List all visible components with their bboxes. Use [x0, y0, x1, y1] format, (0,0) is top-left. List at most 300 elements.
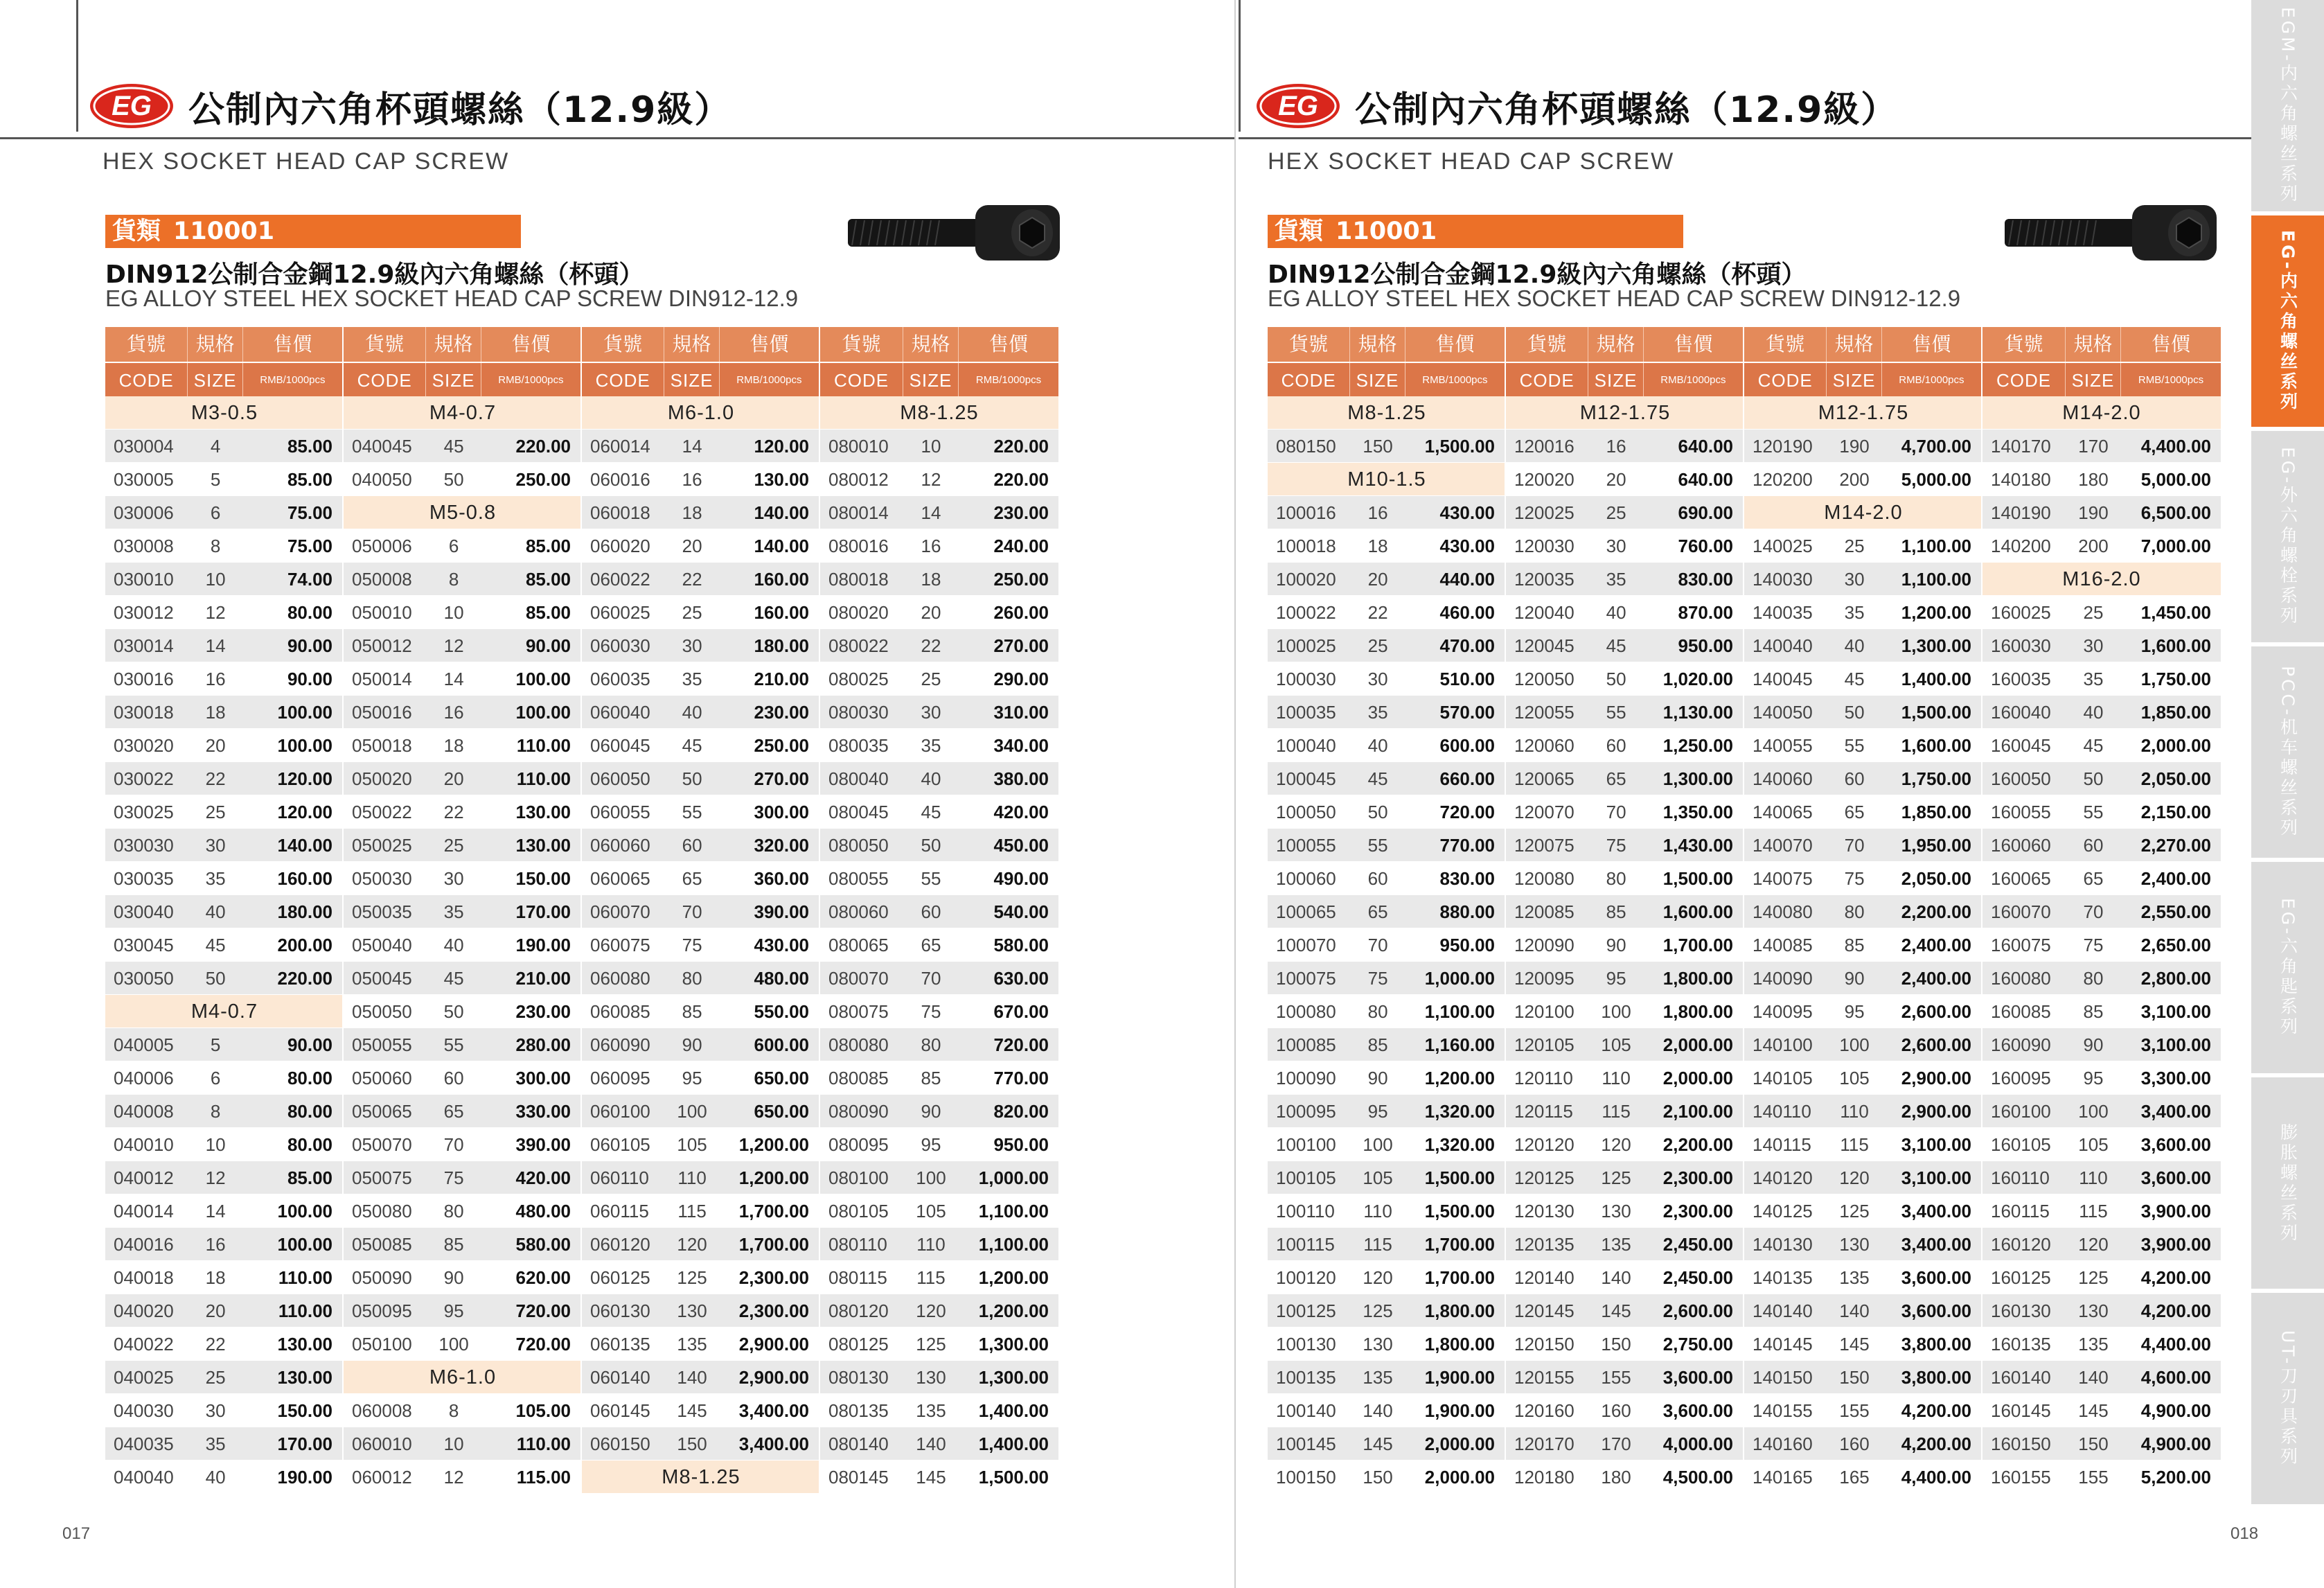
code-cell: 050090 [352, 1267, 412, 1288]
size-cell: 14 [682, 436, 702, 457]
code-cell: 060070 [590, 901, 650, 922]
table-row [344, 1061, 580, 1095]
header-rule [1239, 137, 2251, 139]
price-cell: 480.00 [515, 1201, 571, 1221]
code-cell: 050075 [352, 1167, 412, 1188]
code-cell: 040005 [114, 1034, 174, 1055]
table-row [820, 1461, 1058, 1494]
size-cell: 14 [205, 1201, 226, 1221]
price-cell: 2,600.00 [1901, 1001, 1972, 1022]
price-cell: 3,400.00 [2140, 1101, 2211, 1122]
size-section-header [105, 396, 342, 430]
table-row [344, 463, 580, 496]
size-cell: 50 [443, 469, 464, 490]
code-cell: 160115 [1991, 1201, 2050, 1221]
table-row [105, 928, 342, 962]
size-section-header [820, 396, 1058, 430]
page-number: 018 [2230, 1524, 2259, 1543]
table-row [582, 962, 819, 995]
side-tab-label: EGM-内六角螺丝系列 [2278, 7, 2298, 204]
price-cell: 120.00 [277, 768, 333, 789]
header-cell: RMB/1000pcs [736, 374, 802, 386]
price-cell: 2,450.00 [1662, 1234, 1734, 1255]
size-cell: 65 [921, 935, 941, 955]
size-cell: 120 [677, 1234, 707, 1255]
size-cell: 60 [921, 901, 941, 922]
price-cell: 340.00 [993, 735, 1049, 756]
table-row [820, 1427, 1058, 1461]
size-cell: 25 [1844, 536, 1865, 556]
price-cell: 74.00 [287, 569, 333, 590]
code-cell: 080145 [828, 1467, 889, 1488]
table-row [1506, 1128, 1743, 1161]
price-cell: 85.00 [287, 469, 333, 490]
code-cell: 120040 [1514, 602, 1575, 623]
price-cell: 1,700.00 [1424, 1267, 1496, 1288]
size-cell: 95 [1844, 1001, 1865, 1022]
price-cell: 160.00 [754, 602, 810, 623]
price-cell: 3,400.00 [1901, 1201, 1972, 1221]
table-row [1268, 1361, 1505, 1394]
side-tab-2[interactable] [2251, 215, 2324, 429]
table-row [1506, 496, 1743, 529]
page-subtitle: HEX SOCKET HEAD CAP SCREW [103, 148, 510, 175]
price-cell: 100.00 [277, 735, 333, 756]
code-cell: 060095 [590, 1068, 650, 1088]
table-row [1268, 795, 1505, 829]
table-row [582, 1427, 819, 1461]
table-row [820, 1361, 1058, 1394]
side-tab-3[interactable] [2251, 431, 2324, 644]
price-cell: 1,100.00 [1901, 569, 1972, 590]
size-cell: 12 [443, 635, 464, 656]
code-cell: 050040 [352, 935, 412, 955]
header-cell: 貨號 [820, 327, 903, 362]
section-label: M6-1.0 [667, 402, 735, 424]
size-cell: 75 [1367, 968, 1388, 989]
header-cell: RMB/1000pcs [1422, 374, 1488, 386]
size-cell: 10 [443, 1433, 464, 1454]
code-cell: 030035 [114, 868, 174, 889]
table-row [344, 1261, 580, 1294]
table-column [344, 327, 582, 1494]
header-cell: SIZE [2066, 363, 2121, 396]
size-cell: 110 [1840, 1101, 1869, 1122]
side-tab-label: UT-刀刃具系列 [2278, 1330, 2298, 1467]
price-cell: 5,000.00 [2140, 469, 2211, 490]
code-cell: 100070 [1276, 935, 1336, 955]
price-cell: 4,400.00 [1901, 1467, 1972, 1488]
table-row [1268, 729, 1505, 762]
price-cell: 110.00 [278, 1267, 333, 1288]
code-cell: 060018 [590, 502, 650, 523]
code-cell: 100050 [1276, 802, 1336, 822]
code-cell: 030050 [114, 968, 174, 989]
size-cell: 35 [443, 901, 464, 922]
size-cell: 60 [1844, 768, 1865, 789]
price-cell: 120.00 [754, 436, 810, 457]
price-cell: 1,950.00 [1901, 835, 1972, 856]
price-cell: 270.00 [754, 768, 810, 789]
size-cell: 22 [1367, 602, 1388, 623]
size-cell: 150 [677, 1433, 707, 1454]
price-cell: 510.00 [1439, 669, 1496, 689]
size-section-header [1268, 396, 1505, 430]
table-row [820, 463, 1058, 496]
code-cell: 160145 [1991, 1400, 2051, 1421]
table-row [1983, 629, 2221, 662]
price-cell: 4,500.00 [1662, 1467, 1734, 1488]
code-cell: 040025 [114, 1367, 174, 1388]
price-cell: 3,600.00 [2140, 1167, 2211, 1188]
table-row [582, 762, 819, 795]
price-cell: 3,800.00 [1901, 1334, 1972, 1355]
header-cell: 售價 [1912, 333, 1951, 355]
table-row [1744, 563, 1981, 596]
code-cell: 100025 [1276, 635, 1336, 656]
table-row [1506, 1028, 1743, 1061]
price-cell: 100.00 [277, 702, 333, 723]
code-cell: 120065 [1514, 768, 1575, 789]
side-tab-7[interactable] [2251, 1293, 2324, 1506]
eg-logo [89, 82, 175, 130]
table-row [820, 696, 1058, 729]
price-cell: 2,050.00 [1901, 868, 1972, 889]
size-cell: 12 [205, 602, 226, 623]
code-cell: 080135 [828, 1400, 889, 1421]
price-cell: 390.00 [754, 901, 810, 922]
size-cell: 130 [677, 1300, 707, 1321]
size-cell: 100 [916, 1167, 946, 1188]
price-cell: 580.00 [993, 935, 1049, 955]
size-cell: 100 [677, 1101, 707, 1122]
table-row [1744, 762, 1981, 795]
price-cell: 100.00 [277, 1234, 333, 1255]
table-row [820, 762, 1058, 795]
size-cell: 155 [1601, 1367, 1631, 1388]
price-cell: 230.00 [993, 502, 1049, 523]
table-row [582, 895, 819, 928]
code-cell: 140170 [1991, 436, 2051, 457]
size-cell: 100 [1363, 1134, 1393, 1155]
code-cell: 060065 [590, 868, 650, 889]
table-row [1744, 795, 1981, 829]
size-cell: 20 [205, 1300, 226, 1321]
header-cell: SIZE [426, 363, 481, 396]
table-row [820, 1327, 1058, 1361]
code-cell: 140050 [1753, 702, 1813, 723]
size-cell: 60 [443, 1068, 464, 1088]
code-cell: 080012 [828, 469, 889, 490]
size-cell: 130 [916, 1367, 946, 1388]
price-cell: 140.00 [754, 536, 810, 556]
table-row [1744, 1128, 1981, 1161]
header-cell: 售價 [2151, 333, 2190, 355]
section-label: M3-0.5 [190, 402, 258, 424]
code-cell: 160130 [1991, 1300, 2051, 1321]
code-cell: 120150 [1514, 1334, 1575, 1355]
price-cell: 950.00 [1439, 935, 1496, 955]
size-section-header [582, 396, 819, 430]
section-label: M8-1.25 [1347, 402, 1426, 424]
right-page [1239, 0, 2259, 1588]
table-row [1268, 1294, 1505, 1327]
code-cell: 100035 [1276, 702, 1336, 723]
price-cell: 1,300.00 [1901, 635, 1972, 656]
price-cell: 3,600.00 [1901, 1300, 1972, 1321]
table-row [1744, 862, 1981, 895]
price-cell: 250.00 [515, 469, 571, 490]
table-row [1268, 1394, 1505, 1427]
code-cell: 140040 [1753, 635, 1813, 656]
code-cell: 080060 [828, 901, 889, 922]
code-cell: 120050 [1514, 669, 1575, 689]
code-cell: 080090 [828, 1101, 889, 1122]
table-row [105, 895, 342, 928]
size-cell: 25 [2083, 602, 2104, 623]
price-cell: 1,350.00 [1662, 802, 1734, 822]
price-cell: 75.00 [287, 536, 333, 556]
price-cell: 320.00 [754, 835, 810, 856]
code-cell: 140070 [1753, 835, 1813, 856]
price-cell: 1,100.00 [1901, 536, 1972, 556]
price-cell: 160.00 [754, 569, 810, 590]
table-row [105, 1261, 342, 1294]
size-cell: 135 [2078, 1334, 2109, 1355]
table-row [105, 962, 342, 995]
side-tab-label: EG-外六角螺栓系列 [2278, 446, 2298, 627]
price-cell: 80.00 [287, 1134, 333, 1155]
table-row [820, 596, 1058, 629]
price-cell: 490.00 [993, 868, 1049, 889]
table-row [1506, 696, 1743, 729]
side-tab-1[interactable] [2251, 0, 2324, 213]
price-cell: 1,000.00 [978, 1167, 1049, 1188]
price-cell: 4,000.00 [1662, 1433, 1734, 1454]
price-cell: 85.00 [525, 536, 571, 556]
size-cell: 18 [205, 702, 226, 723]
code-cell: 030005 [114, 469, 174, 490]
price-cell: 1,130.00 [1662, 702, 1734, 723]
price-cell: 180.00 [277, 901, 333, 922]
size-cell: 150 [1839, 1367, 1870, 1388]
side-tab-4[interactable] [2251, 646, 2324, 860]
table-row [1983, 1327, 2221, 1361]
table-row [1268, 862, 1505, 895]
price-cell: 2,300.00 [1662, 1167, 1734, 1188]
table-row [105, 1061, 342, 1095]
code-cell: 060016 [590, 469, 650, 490]
price-cell: 1,700.00 [738, 1234, 810, 1255]
table-row [1268, 762, 1505, 795]
code-cell: 050045 [352, 968, 412, 989]
code-cell: 100090 [1276, 1068, 1336, 1088]
table-row [1744, 1427, 1981, 1461]
code-cell: 060035 [590, 669, 650, 689]
price-cell: 1,200.00 [978, 1267, 1049, 1288]
code-cell: 060040 [590, 702, 650, 723]
size-cell: 95 [2083, 1068, 2104, 1088]
table-row [582, 795, 819, 829]
size-cell: 55 [682, 802, 702, 822]
code-cell: 120060 [1514, 735, 1575, 756]
price-cell: 950.00 [993, 1134, 1049, 1155]
table-row [820, 1228, 1058, 1261]
table-header-en [1744, 362, 1981, 396]
price-cell: 1,600.00 [2140, 635, 2211, 656]
header-cell: CODE [820, 363, 903, 396]
code-cell: 050018 [352, 735, 412, 756]
header-cell: SIZE [188, 363, 243, 396]
price-cell: 450.00 [993, 835, 1049, 856]
price-cell: 290.00 [993, 669, 1049, 689]
code-cell: 060150 [590, 1433, 650, 1454]
size-cell: 90 [443, 1267, 464, 1288]
table-row [344, 762, 580, 795]
screw-image [844, 201, 1065, 265]
price-cell: 1,400.00 [1901, 669, 1972, 689]
table-row [1983, 962, 2221, 995]
header-cell: 貨號 [344, 327, 426, 362]
table-row [105, 1128, 342, 1161]
side-tab-5[interactable] [2251, 862, 2324, 1075]
price-cell: 1,800.00 [1424, 1300, 1496, 1321]
price-cell: 3,400.00 [1901, 1234, 1972, 1255]
price-cell: 170.00 [515, 901, 571, 922]
table-row [1268, 563, 1505, 596]
size-cell: 65 [1606, 768, 1626, 789]
code-cell: 060022 [590, 569, 650, 590]
size-cell: 70 [1844, 835, 1865, 856]
price-cell: 3,100.00 [2140, 1001, 2211, 1022]
price-cell: 430.00 [754, 935, 810, 955]
size-cell: 190 [2078, 502, 2109, 523]
code-cell: 140120 [1753, 1167, 1813, 1188]
logo-text: EG [112, 91, 152, 121]
size-section-header [344, 1361, 580, 1394]
size-cell: 40 [682, 702, 702, 723]
size-cell: 6 [448, 536, 459, 556]
size-cell: 85 [1367, 1034, 1388, 1055]
table-row [344, 1394, 580, 1427]
price-cell: 250.00 [993, 569, 1049, 590]
table-row [582, 729, 819, 762]
table-row [1744, 1327, 1981, 1361]
price-cell: 1,320.00 [1424, 1134, 1496, 1155]
size-cell: 125 [2078, 1267, 2109, 1288]
header-cell: RMB/1000pcs [1899, 374, 1964, 386]
size-cell: 40 [2083, 702, 2104, 723]
code-cell: 100022 [1276, 602, 1336, 623]
code-cell: 120130 [1514, 1201, 1575, 1221]
size-cell: 115 [916, 1267, 946, 1288]
table-row [1744, 895, 1981, 928]
table-header-en [1506, 362, 1743, 396]
price-cell: 2,900.00 [1901, 1101, 1972, 1122]
price-cell: 650.00 [754, 1068, 810, 1088]
price-cell: 1,500.00 [1662, 868, 1734, 889]
size-cell: 25 [1606, 502, 1626, 523]
price-cell: 430.00 [1439, 502, 1496, 523]
table-row [105, 1161, 342, 1194]
table-body [1744, 396, 1981, 1494]
price-cell: 480.00 [754, 968, 810, 989]
code-cell: 080040 [828, 768, 889, 789]
size-cell: 90 [2083, 1034, 2104, 1055]
table-row [1983, 1461, 2221, 1494]
size-section-header [1744, 396, 1981, 430]
code-cell: 120125 [1514, 1167, 1575, 1188]
price-cell: 85.00 [287, 436, 333, 457]
table-header-en [1983, 362, 2221, 396]
table-row [1268, 496, 1505, 529]
price-cell: 250.00 [754, 735, 810, 756]
code-cell: 040008 [114, 1101, 174, 1122]
size-cell: 130 [1601, 1201, 1631, 1221]
price-cell: 200.00 [277, 935, 333, 955]
size-cell: 105 [1839, 1068, 1870, 1088]
code-cell: 080105 [828, 1201, 889, 1221]
price-cell: 90.00 [525, 635, 571, 656]
size-cell: 140 [916, 1433, 946, 1454]
price-cell: 2,300.00 [1662, 1201, 1734, 1221]
code-cell: 060012 [352, 1467, 412, 1488]
price-cell: 7,000.00 [2140, 536, 2211, 556]
price-cell: 2,750.00 [1662, 1334, 1734, 1355]
size-cell: 70 [921, 968, 941, 989]
price-cell: 2,200.00 [1662, 1134, 1734, 1155]
price-cell: 3,600.00 [1662, 1367, 1734, 1388]
code-cell: 100045 [1276, 768, 1336, 789]
table-row [1268, 529, 1505, 563]
table-row [105, 596, 342, 629]
size-cell: 90 [921, 1101, 941, 1122]
table-row [1268, 962, 1505, 995]
code-cell: 080110 [828, 1234, 887, 1255]
table-row [344, 696, 580, 729]
code-cell: 100085 [1276, 1034, 1336, 1055]
header-cell: 規格 [664, 327, 720, 362]
size-cell: 16 [682, 469, 702, 490]
price-cell: 640.00 [1678, 469, 1734, 490]
code-cell: 080095 [828, 1134, 889, 1155]
price-cell: 1,320.00 [1424, 1101, 1496, 1122]
table-row [582, 1028, 819, 1061]
table-row [820, 1161, 1058, 1194]
table-row [105, 1394, 342, 1427]
code-cell: 060060 [590, 835, 650, 856]
side-tab-6[interactable] [2251, 1077, 2324, 1291]
table-body [105, 396, 342, 1494]
size-cell: 130 [1363, 1334, 1393, 1355]
code-cell: 100016 [1276, 502, 1336, 523]
section-label: M14-2.0 [2062, 402, 2141, 424]
table-row [582, 862, 819, 895]
code-cell: 100100 [1276, 1134, 1336, 1155]
table-row [1744, 696, 1981, 729]
table-row [820, 795, 1058, 829]
table-row [1268, 1461, 1505, 1494]
price-cell: 2,550.00 [2140, 901, 2211, 922]
code-cell: 120080 [1514, 868, 1575, 889]
table-row [582, 529, 819, 563]
code-cell: 060014 [590, 436, 650, 457]
code-cell: 100080 [1276, 1001, 1336, 1022]
price-cell: 1,850.00 [1901, 802, 1972, 822]
price-cell: 80.00 [287, 1068, 333, 1088]
table-row [1744, 529, 1981, 563]
header-cell: 售價 [1435, 333, 1475, 355]
